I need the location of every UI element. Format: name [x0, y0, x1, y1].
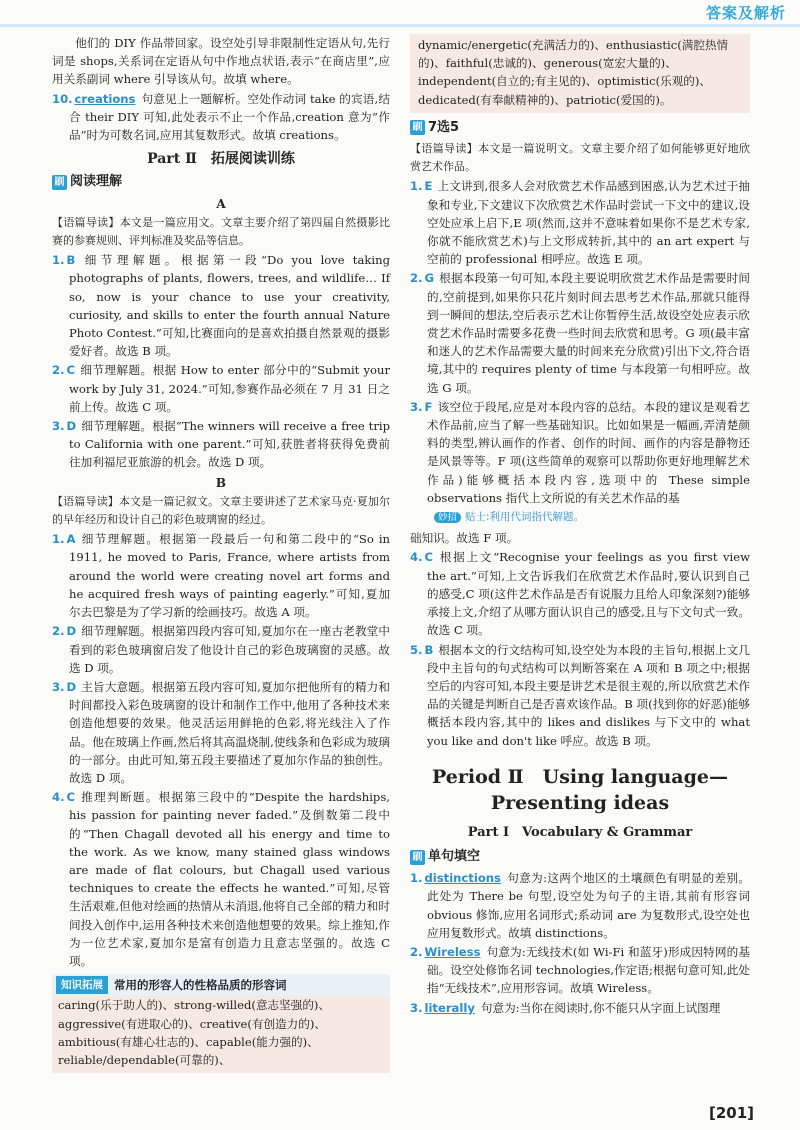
brush-icon: 刷: [410, 850, 425, 865]
a-item-2: 2. C 细节理解题。根据 How to enter 部分中的“Submit your work by July 31, 2024.”可知,参赛作品必须在 7 月 31 日之前上传。故选 C 项。: [52, 363, 390, 414]
header-divider: [0, 24, 800, 27]
header-tag: 答案及解析: [705, 4, 786, 22]
part-subtitle: Part Ⅰ Vocabulary & Grammar: [467, 824, 693, 840]
passage-a-guide: 【语篇导读】本文是一篇应用文。文章主要介绍了第四届自然摄影比赛的参赛规则、评判标准及奖品等信息。: [52, 215, 390, 248]
tip-note: 妙招 贴士:利用代词指代解题。: [434, 508, 750, 527]
passage-b-guide: 【语篇导读】本文是一篇记叙文。文章主要讲述了艺术家马克·夏加尔的早年经历和设计自己的彩色玻璃窗的经过。: [52, 494, 390, 527]
s-item-2: 2. Wireless 句意为:无线技术(如 Wi-Fi 和蓝牙)形成因特网的基础。设空处修饰名词 technologies,作定语;根据句意可知,此处指“无线技术”,应用形容词。故填 Wireless。: [410, 944, 750, 996]
period-title: Period Ⅱ Using language— Presenting ideas: [431, 765, 728, 814]
passage-a-letter: A: [216, 196, 226, 211]
brush-icon: 刷: [410, 120, 425, 135]
a-item-1: 1. B 细节理解题。根据第一段“Do you love taking photographs of plants, flowers, trees, and wildlife… If so, now is your chance to use your creativity, curiosity, and skills to enter the fourth annual Nature Photo Contest.”可知,比赛面向的是喜欢拍摄自然景观的摄影爱好者。故选 B 项。: [52, 253, 390, 359]
r-item-5: 5. B 根据本文的行文结构可知,设空处为本段的主旨句,根据上文几段中主旨句的句式结构可以判断答案在 A 项和 B 项之中;根据空后的内容可知,本段主要是讲艺术是很主观的,所以欣赏艺术作品的关键是判断自己是否喜欢该作品。B 项(找到你的好恶)能够概括本段内容,其中的 likes and dislikes 与下文中的 what you like and don't like 呼应。故选 B 项。: [410, 642, 750, 748]
knowledge-box: [52, 974, 390, 1073]
b-item-2: 2. D 细节理解题。根据第四段内容可知,夏加尔在一座古老教堂中看到的彩色玻璃窗启发了他设计自己的彩色玻璃窗的灵感。故选 D 项。: [52, 624, 390, 675]
left-column: [52, 34, 390, 1073]
passage-b-letter: B: [215, 475, 227, 490]
b-item-1: 1. A 细节理解题。根据第一段最后一句和第二段中的“So in 1911, he moved to Paris, France, where artists from around the world were creating novel art forms and he acquired fresh ways of painting eagerly.”可知,夏加尔去巴黎是为了学习新的绘画技巧。故选 A 项。: [52, 532, 390, 620]
b-item-4: 4. C 推理判断题。根据第三段中的“Despite the hardships, his passion for painting never faded.”及倒数第二段中的“Then Chagall devoted all his energy and time to the work. As we know, many stained glass windows are made of flat colours, but Chagall used various techniques to create the effects he wanted.”可知,尽管生活艰难,但他对绘画的热情从未消退,他将自己全部的精力和时间投入创作中,运用各种技术来创造他想要的效果。综上推知,作为一位艺术家,夏加尔是富有创造力且意志坚强的。故选 C 项。: [52, 790, 390, 968]
r-item-2: 2. G 根据本段第一句可知,本段主要说明欣赏艺术作品是需要时间的,空前提到,如果你只花片刻时间去思考艺术作品,那就只能得到一瞬间的想法,空后表示艺术让你暂停生活,故设空处应表示欣赏艺术作品时需要多花费一些时间去欣赏和思考。G 项(最丰富和迷人的艺术作品需要大量的时间来充分欣赏)引出下文,符合语境,其中的 requires plenty of time 与本段第一句相呼应。故选 G 项。: [410, 271, 750, 395]
r-item-3-cont: 础知识。故选 F 项。: [410, 531, 519, 546]
section-7x5: 刷 7选5: [410, 119, 750, 137]
knowledge-continued: dynamic/energetic(充满活力的)、enthusiastic(满腔热情的)、faithful(忠诚的)、generous(宽宏大量的)、independent(自立的;有主见的)、optimistic(乐观的)、dedicated(有奉献精神的)、patriotic(爱国的)。: [410, 34, 750, 113]
knowledge-title: 常用的形容人的性格品质的形容词: [114, 978, 287, 993]
a-item-3: 3. D 细节理解题。根据“The winners will receive a free trip to California with one parent.”可知,获胜者将获得免费前往加利福尼亚旅游的机会。故选 D 项。: [52, 419, 390, 470]
brush-icon: 刷: [52, 175, 67, 190]
s-item-3: 3. literally 句意为:当你在阅读时,你不能只从字面上试图理: [410, 1000, 721, 1015]
r-item-4: 4. C 根据上文“Recognise your feelings as you first view the art.”可知,上文告诉我们在欣赏艺术作品时,要认识到自己的感受,C 项(这件艺术作品是否有说服力且给人印象深刻?)能够承接上文,介绍了从哪方面认识自己的感受,且与下文句式一致。故选 C 项。: [410, 550, 750, 638]
part-title: Part Ⅱ 拓展阅读训练: [147, 151, 295, 168]
guide-7x5: 【语篇导读】本文是一篇说明文。文章主要介绍了如何能够更好地欣赏艺术作品。: [410, 142, 750, 174]
knowledge-header: [52, 974, 390, 996]
knowledge-body: caring(乐于助人的)、strong-willed(意志坚强的)、aggressive(有进取心的)、creative(有创造力的)、ambitious(有雄心壮志的)、capable(能力强的)、reliable/dependable(可靠的)、: [52, 996, 390, 1073]
tip-badge: 妙招: [434, 512, 461, 523]
page-number: [201]: [708, 1104, 754, 1122]
item-10: 10. creations 句意见上一题解析。空处作动词 take 的宾语,结合 their DIY 可知,此处表示不止一个作品,creation 意为“作品”时为可数名词,应用其复数形式。故填 creations。: [52, 91, 390, 143]
right-column: [410, 34, 750, 1018]
r-item-3: 3. F 该空位于段尾,应是对本段内容的总结。本段的建议是观看艺术作品前,应当了解一些基础知识。比如如果是一幅画,弄清楚颜料的类型,辨认画作的作者、创作的时间、画作的内容是静物还是风景等等。F 项(这些简单的观察可以帮助你更好地理解艺术作品)能够概括本段内容,选项中的 These simple observations 指代上文所说的有关艺术作品的基: [410, 399, 750, 505]
b-item-3: 3. D 主旨大意题。根据第五段内容可知,夏加尔把他所有的精力和时间都投入彩色玻璃窗的设计和制作工作中,他用了各种技术来创造他想要的效果。他灵活运用鲜艳的色彩,将光线注入了作品。他在玻璃上作画,然后将其高温烧制,使线条和色彩成为玻璃的一部分。由此可知,第五段主要描述了夏加尔作品的独创性。故选 D 项。: [52, 679, 390, 785]
knowledge-badge: 知识拓展: [56, 976, 108, 994]
intro-paragraph: 他们的 DIY 作品带回家。设空处引导非限制性定语从句,先行词是 shops,关系词在定语从句中作地点状语,表示“在商店里”,应用关系副词 where 引导该从句。故填 where。: [52, 36, 390, 87]
section-fill: 刷 单句填空: [410, 848, 750, 866]
r-item-1: 1. E 上文讲到,很多人会对欣赏艺术作品感到困惑,认为艺术过于抽象和专业,下文建议下次欣赏艺术作品时尝试一下文中的建议,设空处应承上启下,E 项(然而,这并不意味着如果你不是艺术专家,你就不能欣赏艺术)与上文形成转折,其中的 an art expert 与空前的 professional 相呼应。故选 E 项。: [410, 179, 750, 267]
s-item-1: 1. distinctions 句意为:这两个地区的土壤颜色有明显的差别。此处为 There be 句型,设空处为句子的主语,其前有形容词 obvious 修饰,应用名词形式;系动词 are 为复数形式,设空处也应用复数形式。故填 distinctions。: [410, 871, 750, 940]
section-reading: 刷 阅读理解: [52, 173, 390, 191]
